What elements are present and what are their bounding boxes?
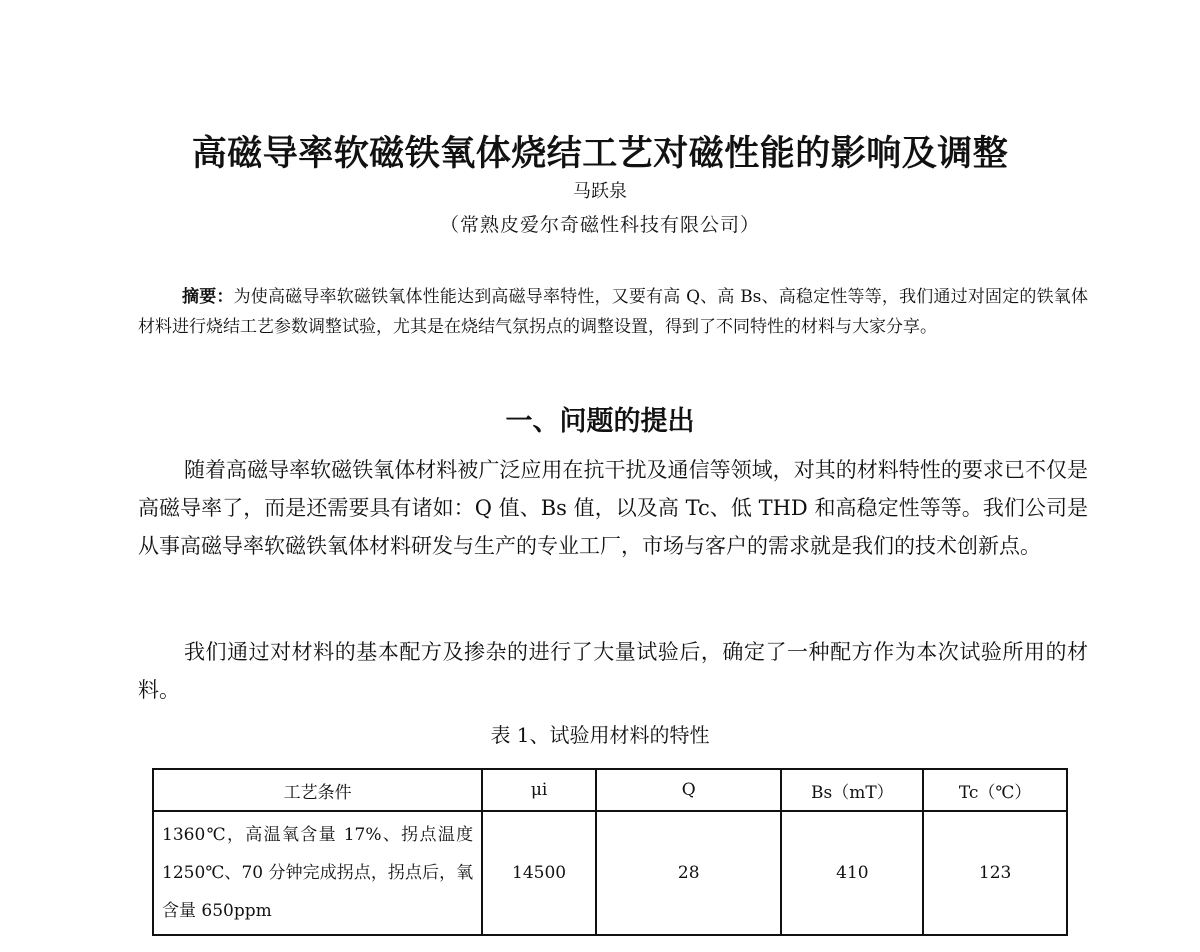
header-process-condition: 工艺条件 bbox=[153, 769, 482, 811]
cell-curie-temperature: 123 bbox=[923, 811, 1067, 935]
author-affiliation: （常熟皮爱尔奇磁性科技有限公司） bbox=[439, 214, 760, 236]
paper-title: 高磁导率软磁铁氧体烧结工艺对磁性能的影响及调整 bbox=[191, 134, 1009, 174]
body-paragraph-1: 随着高磁导率软磁铁氧体材料被广泛应用在抗干扰及通信等领域，对其的材料特性的要求已不仅是高磁导率了，而是还需要具有诸如：Q 值、Bs 值，以及高 Tc、低 THD 和高稳定性等等。我们公司是从事高磁导率软磁铁氧体材料研发与生产的专业工厂，市场与客户的需求就是我们的技术创新点。 bbox=[138, 458, 1088, 558]
abstract-text: 为使高磁导率软磁铁氧体性能达到高磁导率特性，又要有高 Q、高 Bs、高稳定性等等，我们通过对固定的铁氧体材料进行烧结工艺参数调整试验，尤其是在烧结气氛拐点的调整设置，得到了不同特性的材料与大家分享。 bbox=[138, 287, 1089, 337]
abstract bbox=[138, 282, 1088, 342]
cell-initial-permeability: 14500 bbox=[482, 811, 596, 935]
body-paragraph-2: 我们通过对材料的基本配方及掺杂的进行了大量试验后，确定了一种配方作为本次试验所用的材料。 bbox=[138, 640, 1088, 702]
table-caption: 表 1、试验用材料的特性 bbox=[490, 723, 710, 747]
header-saturation-flux: Bs（mT） bbox=[781, 769, 923, 811]
abstract-label: 摘要： bbox=[182, 287, 234, 307]
cell-process-condition: 1360℃，高温氧含量 17%、拐点温度 1250℃、70 分钟完成拐点，拐点后，氧含量 650ppm bbox=[153, 811, 482, 935]
cell-saturation-flux: 410 bbox=[781, 811, 923, 935]
header-q-factor: Q bbox=[596, 769, 781, 811]
author-name: 马跃泉 bbox=[573, 181, 627, 202]
table-header-row bbox=[153, 769, 1067, 811]
cell-q-factor: 28 bbox=[596, 811, 781, 935]
section-heading-1: 一、问题的提出 bbox=[505, 406, 695, 437]
table-row bbox=[153, 811, 1067, 935]
material-properties-table bbox=[152, 768, 1068, 936]
header-initial-permeability: μi bbox=[482, 769, 596, 811]
header-curie-temperature: Tc（℃） bbox=[923, 769, 1067, 811]
